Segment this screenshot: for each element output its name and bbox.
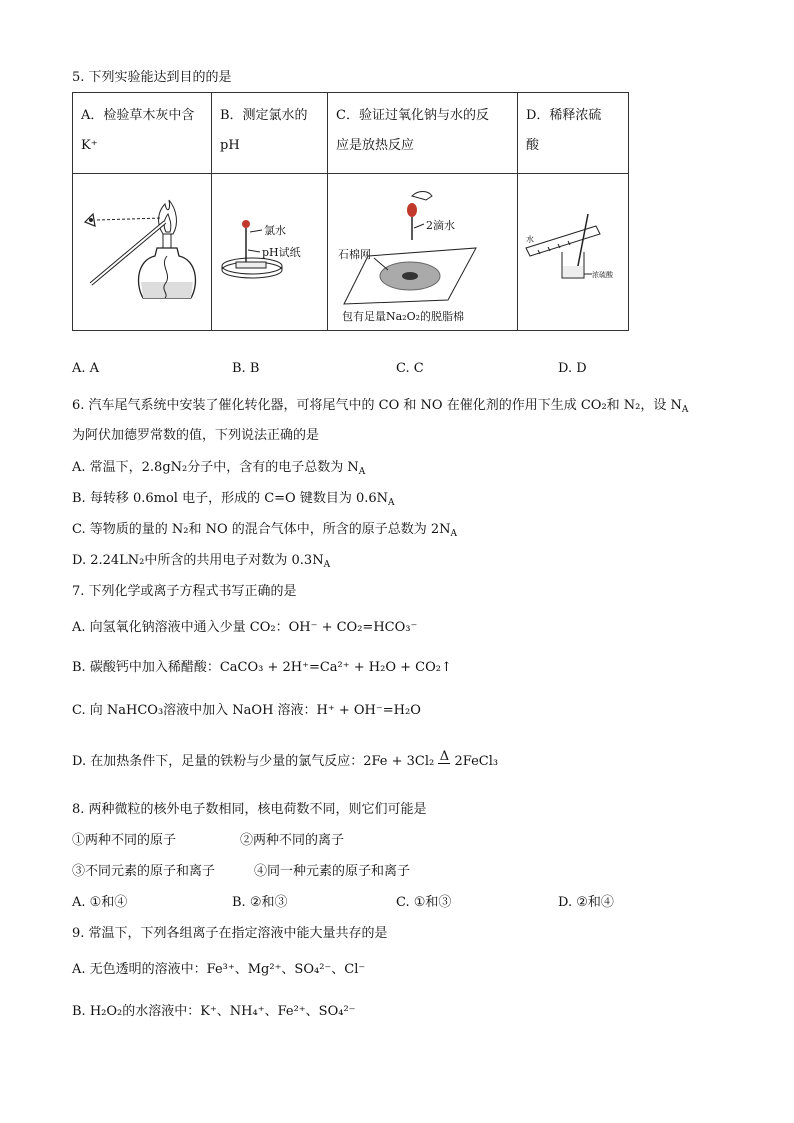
- q6-option-a: A. 常温下，2.8gN₂分子中，含有的电子总数为 $N_A$: [72, 460, 366, 477]
- header-d: D．稀释浓硫 酸: [518, 93, 629, 174]
- label-water: 水: [526, 235, 534, 244]
- label-two-drops: 2滴水: [426, 219, 455, 232]
- q8-option-d: D. ②和④: [558, 895, 614, 910]
- q5-stem: 5. 下列实验能达到目的的是: [72, 70, 232, 85]
- q5-option-d: D. D: [558, 361, 587, 376]
- q5-experiment-table: [72, 92, 629, 331]
- q8-choice-1: ①两种不同的原子: [72, 833, 177, 848]
- q8-choice-4: ④同一种元素的原子和离子: [254, 864, 411, 879]
- q7-option-b: B. 碳酸钙中加入稀醋酸：CaCO₃ + 2H⁺=Ca²⁺ + H₂O + CO₂↑: [72, 660, 452, 675]
- image-c-sodium-peroxide: [328, 174, 518, 331]
- label-asbestos-mesh: 石棉网: [338, 248, 371, 261]
- q5-option-a: A. A: [72, 361, 100, 376]
- image-d-dilute-acid: [518, 174, 629, 331]
- label-conc-sulfuric-acid: 浓硫酸: [592, 271, 613, 279]
- q6-option-c: C. 等物质的量的 N₂和 NO 的混合气体中，所含的原子总数为 $2N_A$: [72, 522, 458, 539]
- header-b: B．测定氯水的 pH: [212, 93, 328, 174]
- q8-option-b: B. ②和③: [232, 895, 288, 910]
- q9-option-b: B. H₂O₂的水溶液中：K⁺、NH₄⁺、Fe²⁺、SO₄²⁻: [72, 1004, 356, 1019]
- q8-option-c: C. ①和③: [396, 895, 452, 910]
- label-ph-paper: pH试纸: [262, 246, 301, 259]
- q8-choice-2: ②两种不同的离子: [240, 833, 345, 848]
- q5-option-c: C. C: [396, 361, 424, 376]
- q7-stem: 7. 下列化学或离子方程式书写正确的是: [72, 584, 297, 599]
- label-chlorine-water: 氯水: [264, 224, 286, 237]
- q8-stem: 8. 两种微粒的核外电子数相同，核电荷数不同，则它们可能是: [72, 802, 427, 817]
- q5-option-b: B. B: [232, 361, 260, 376]
- q6-stem-cont: 为阿伏加德罗常数的值，下列说法正确的是: [72, 428, 320, 443]
- image-b-ph-test: [212, 174, 328, 331]
- q7-option-d: D. 在加热条件下，足量的铁粉与少量的氯气反应：2Fe + 3Cl₂ Δ 2FeCl₃: [72, 749, 499, 769]
- q9-stem: 9. 常温下，下列各组离子在指定溶液中能大量共存的是: [72, 926, 388, 941]
- q8-choice-3: ③不同元素的原子和离子: [72, 864, 216, 879]
- q7-option-a: A. 向氢氧化钠溶液中通入少量 CO₂：OH⁻ + CO₂=HCO₃⁻: [72, 620, 418, 635]
- q9-option-a: A. 无色透明的溶液中：Fe³⁺、Mg²⁺、SO₄²⁻、Cl⁻: [72, 962, 366, 977]
- header-c: C．验证过氧化钠与水的反 应是放热反应: [328, 93, 518, 174]
- label-cotton-na2o2: 包有足量Na₂O₂的脱脂棉: [342, 310, 465, 323]
- heat-delta-symbol: Δ: [439, 749, 450, 764]
- image-a-flame-test: [73, 174, 212, 331]
- q6-option-b: B. 每转移 0.6mol 电子，形成的 C=O 键数目为 $0.6N_A$: [72, 491, 395, 508]
- q6-option-d: D. 2.24LN₂中所含的共用电子对数为 $0.3N_A$: [72, 553, 331, 570]
- q8-option-a: A. ①和④: [72, 895, 128, 910]
- q7-option-c: C. 向 NaHCO₃溶液中加入 NaOH 溶液：H⁺ + OH⁻=H₂O: [72, 703, 421, 718]
- header-a: A．检验草木灰中含 K⁺: [73, 93, 212, 174]
- q6-stem: 6. 汽车尾气系统中安装了催化转化器，可将尾气中的 CO 和 NO 在催化剂的作用下生成 CO₂和 N₂，设 $N_A$: [72, 398, 689, 415]
